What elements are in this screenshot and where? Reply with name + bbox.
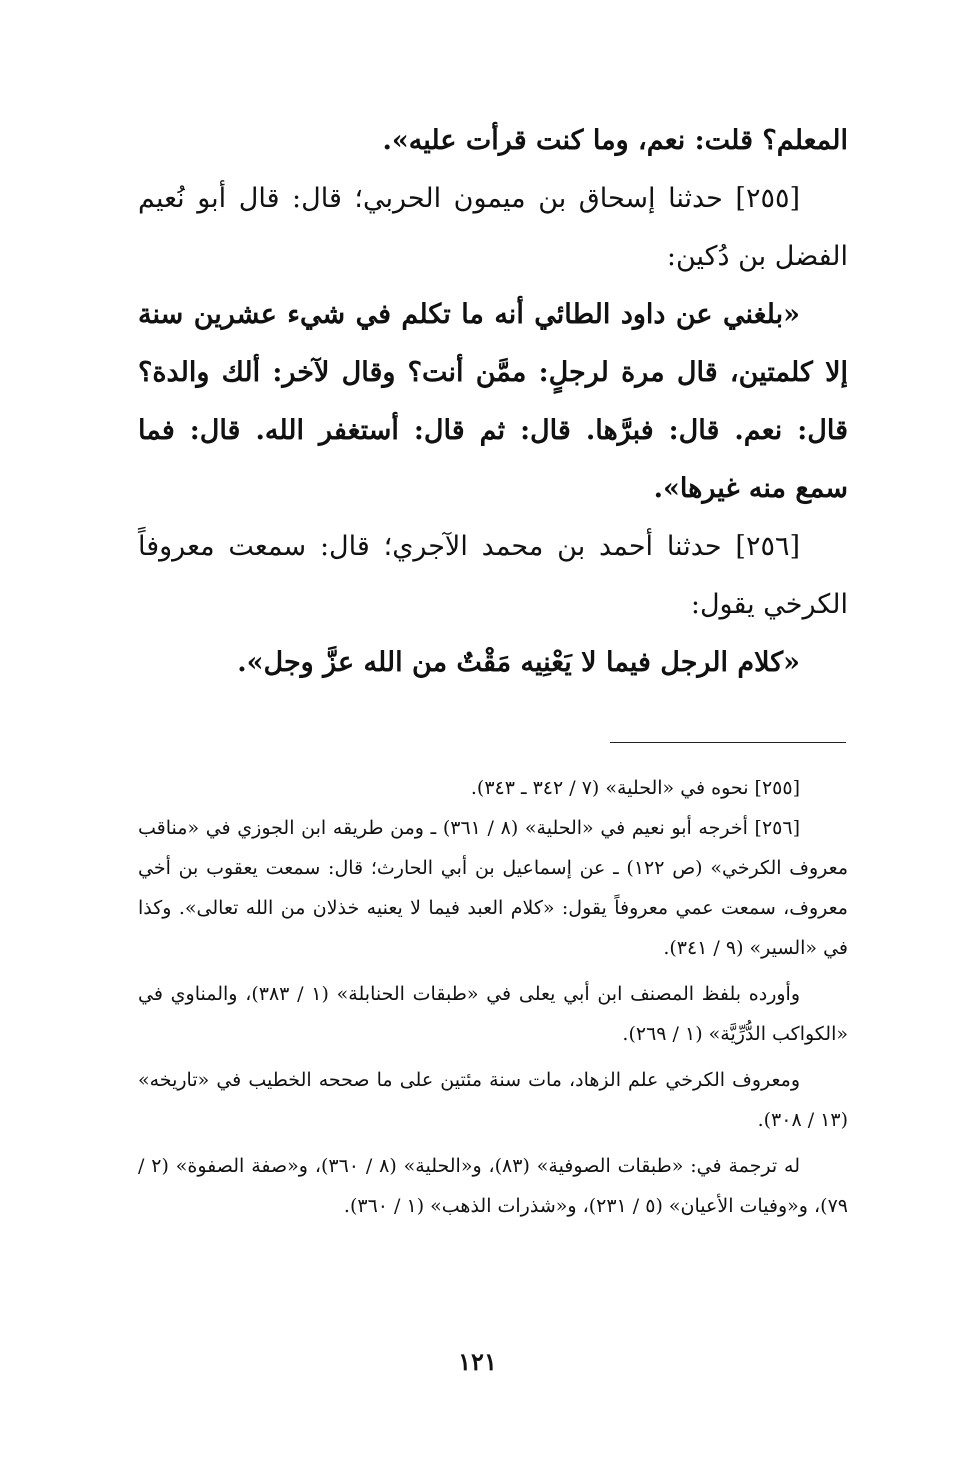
footnote-255: [٢٥٥] نحوه في «الحلية» (٧ / ٣٤٢ ـ ٣٤٣). (470, 777, 800, 799)
footnote-256-references: له ترجمة في: «طبقات الصوفية» (٨٣)، و«الحلية» (٨ / ٣٦٠)، و«صفة الصفوة» (٢ / ٧٩)، و«وفيات الأعيان» (٥ / ٢٣١)، و«شذرات الذهب» (١ / ٣٦٠). (138, 1155, 848, 1217)
entry-256-isnad: [٢٥٦] حدثنا أحمد بن محمد الآجري؛ قال: سمعت معروفاً الكرخي يقول: (138, 531, 848, 620)
page-number: ١٢١ (458, 1347, 497, 1376)
entry-256-quote: «كلام الرجل فيما لا يَعْنِيه مَقْتٌ من الله عزَّ وجل». (237, 647, 800, 678)
main-text (138, 112, 848, 692)
entry-255-quote: «بلغني عن داود الطائي أنه ما تكلم في شيء عشرين سنة إلا كلمتين، قال مرة لرجلٍ: ممَّن أنت؟ وقال لآخر: ألك والدة؟ قال: نعم. قال: فبرَّها. قال: ثم قال: أستغفر الله. قال: فما سمع منه غيرها». (138, 299, 848, 504)
footnote-separator (610, 742, 846, 743)
footnote-256: [٢٥٦] أخرجه أبو نعيم في «الحلية» (٨ / ٣٦١) ـ ومن طريقه ابن الجوزي في «مناقب معروف الكرخي» (ص ١٢٢) ـ عن إسماعيل بن أبي الحارث؛ قال: سمعت يعقوب بن أخي معروف، سمعت عمي معروفاً يقول: «كلام العبد فيما لا يعنيه خذلان من الله تعالى». وكذا في «السير» (٩ / ٣٤١). (138, 817, 848, 959)
footnotes (138, 768, 848, 1226)
entry-255-isnad: [٢٥٥] حدثنا إسحاق بن ميمون الحربي؛ قال: قال أبو نُعيم الفضل بن دُكين: (138, 183, 848, 272)
footnote-256-biography: ومعروف الكرخي علم الزهاد، مات سنة مئتين على ما صححه الخطيب في «تاريخه» (١٣ / ٣٠٨). (138, 1069, 848, 1131)
paragraph-continuation: المعلم؟ قلت: نعم، وما كنت قرأت عليه». (382, 125, 848, 156)
footnote-256-continued: وأورده بلفظ المصنف ابن أبي يعلى في «طبقات الحنابلة» (١ / ٣٨٣)، والمناوي في «الكواكب الدُّرِّيَّة» (١ / ٢٦٩). (138, 983, 848, 1045)
